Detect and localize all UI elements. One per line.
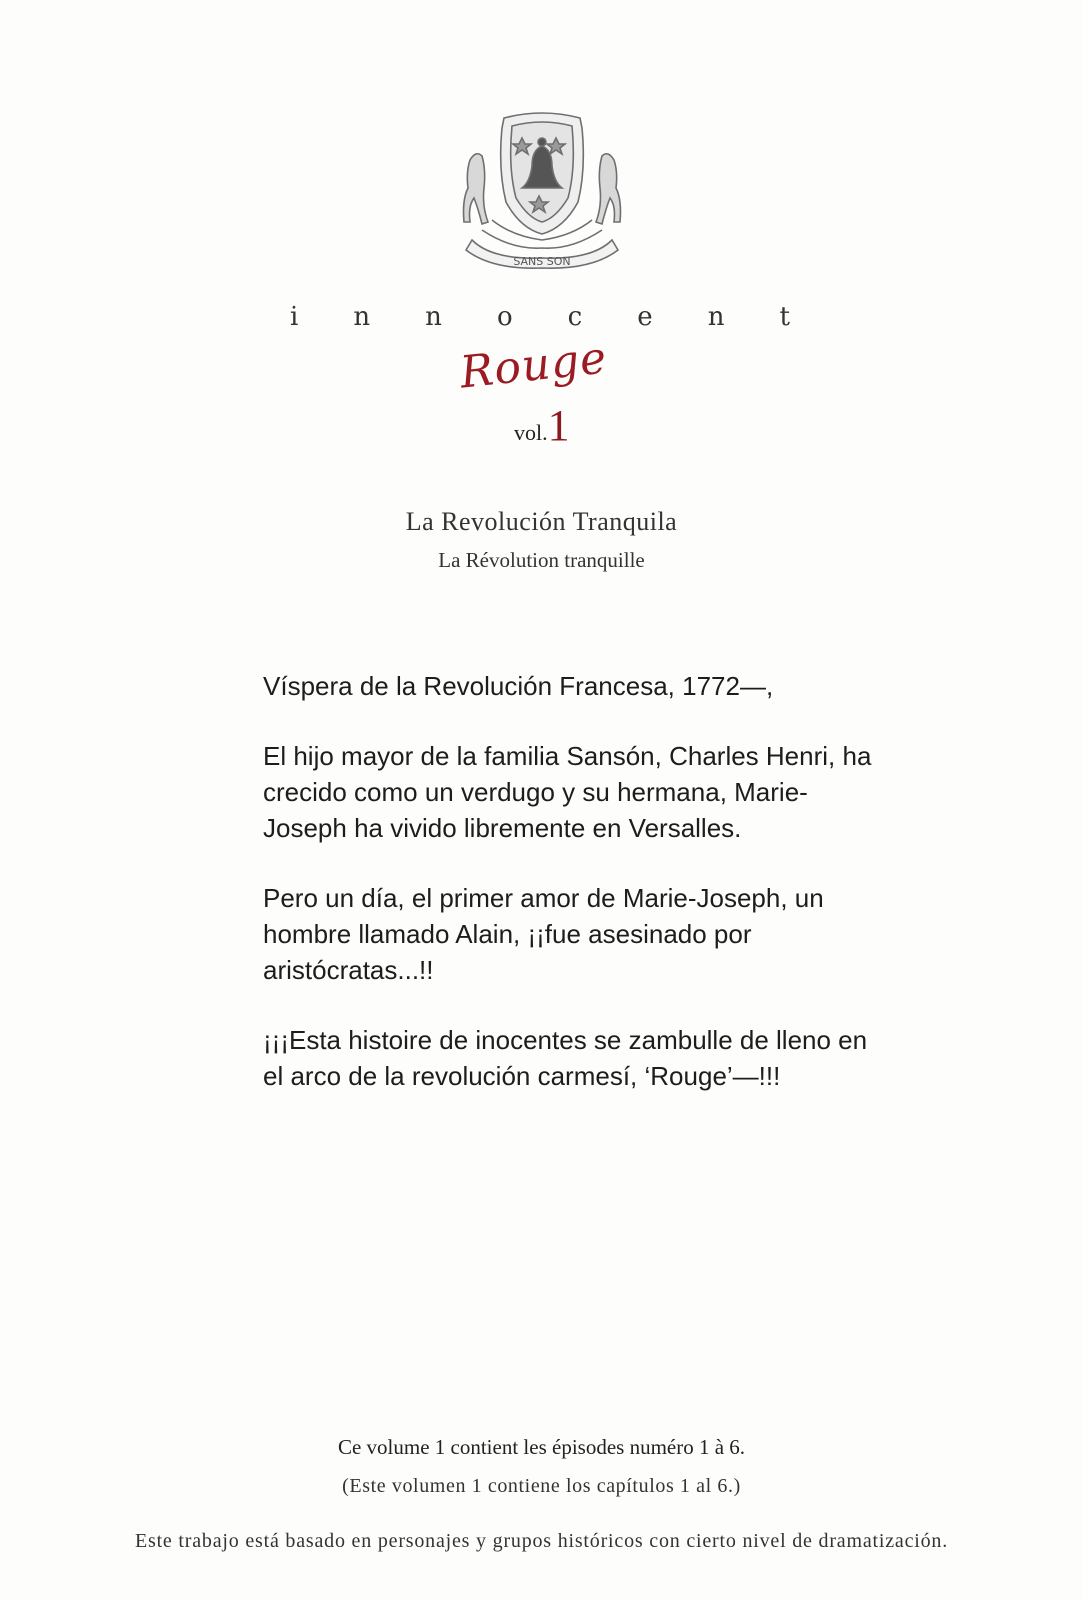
series-letter: t <box>779 302 790 332</box>
series-letter: c <box>567 302 583 332</box>
series-letter: o <box>496 302 513 332</box>
volume-number: 1 <box>547 401 570 450</box>
synopsis-paragraph: Víspera de la Revolución Francesa, 1772—, <box>263 671 774 701</box>
synopsis-paragraph: El hijo mayor de la familia Sansón, Charles Henri, ha crecido como un verdugo y su hermana, Marie-Joseph ha vivido libremente en Versalles. <box>263 741 872 843</box>
series-letter: n <box>425 302 442 332</box>
synopsis <box>263 668 883 1128</box>
volume-label <box>514 400 570 451</box>
subtitle-french: La Révolution tranquille <box>438 548 645 572</box>
synopsis-paragraph: ¡¡¡Esta histoire de inocentes se zambulle de lleno en el arco de la revolución carmesí, ‘Rouge’—!!! <box>263 1025 868 1091</box>
rouge-logo: Rouge <box>457 332 610 399</box>
volume-note-spanish: (Este volumen 1 contiene los capítulos 1 al 6.) <box>342 1475 741 1497</box>
series-letter: n <box>353 302 371 332</box>
disclaimer: Este trabajo está basado en personajes y grupos históricos con cierto nivel de dramatización. <box>134 1530 949 1552</box>
synopsis-paragraph: Pero un día, el primer amor de Marie-Joseph, un hombre llamado Alain, ¡¡fue asesinado por aristócratas...!! <box>263 883 824 985</box>
series-letter: e <box>637 302 653 332</box>
subtitle-spanish: La Revolución Tranquila <box>405 507 678 536</box>
volume-prefix: vol. <box>514 420 548 445</box>
series-title <box>290 302 790 332</box>
crest-motto: SANS SON <box>513 255 571 268</box>
series-letter: n <box>707 302 725 332</box>
volume-note-french: Ce volume 1 contient les épisodes numéro 1 à 6. <box>337 1435 746 1459</box>
series-letter: i <box>290 302 299 332</box>
coat-of-arms-icon <box>452 110 632 278</box>
